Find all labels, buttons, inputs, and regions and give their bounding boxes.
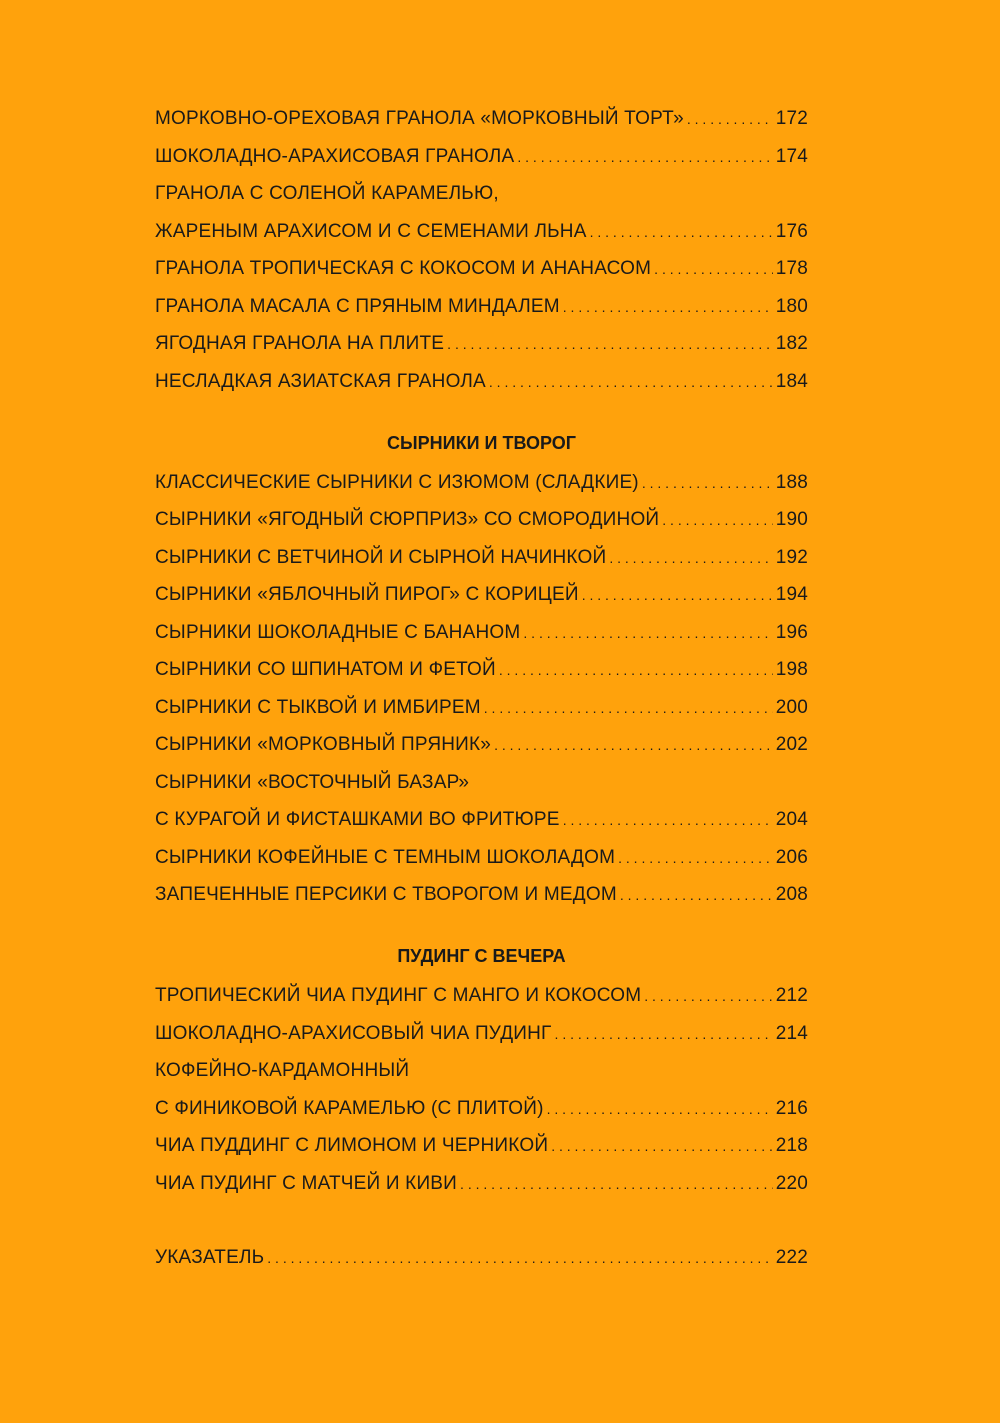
section-heading-syrniki: СЫРНИКИ И ТВОРОГ: [387, 432, 576, 453]
toc-entry-title: СЫРНИКИ КОФЕЙНЫЕ С ТЕМНЫМ ШОКОЛАДОМ: [155, 846, 616, 868]
toc-entry-title: ЗАПЕЧЕННЫЕ ПЕРСИКИ С ТВОРОГОМ И МЕДОМ: [155, 884, 617, 905]
toc-entry-page-number: 184: [775, 370, 808, 392]
table-of-contents: [155, 108, 808, 1285]
toc-entry-title: С ФИНИКОВОЙ КАРАМЕЛЬЮ (С ПЛИТОЙ): [155, 1097, 544, 1119]
toc-entry[interactable]: [155, 221, 808, 243]
toc-entry-title: СЫРНИКИ СО ШПИНАТОМ И ФЕТОЙ: [155, 659, 496, 680]
dot-leader: [551, 1135, 773, 1157]
dot-leader: [687, 108, 773, 130]
dot-leader: [609, 547, 772, 569]
toc-entry[interactable]: [155, 884, 808, 906]
toc-entry-title: УКАЗАТЕЛЬ: [155, 1247, 265, 1268]
toc-entry-page-number: 188: [775, 471, 808, 493]
toc-entry[interactable]: [155, 1247, 808, 1269]
toc-group-syrniki: [155, 472, 808, 907]
dot-leader: [489, 371, 773, 393]
toc-entry-title: ТРОПИЧЕСКИЙ ЧИА ПУДИНГ С МАНГО И КОКОСОМ: [155, 985, 642, 1006]
dot-leader: [267, 1247, 772, 1269]
dot-leader: [499, 659, 773, 681]
toc-entry-page-number: 214: [775, 1022, 808, 1044]
toc-entry-title: ГРАНОЛА МАСАЛА С ПРЯНЫМ МИНДАЛЕМ: [155, 295, 560, 317]
toc-entry[interactable]: [155, 547, 808, 569]
toc-entry-title-line1: ГРАНОЛА С СОЛЕНОЙ КАРАМЕЛЬЮ,: [155, 183, 499, 204]
toc-entry-two-line[interactable]: [155, 183, 808, 243]
spacer: [155, 1210, 808, 1247]
toc-entry-page-number: 196: [775, 621, 808, 643]
toc-entry-title: ЖАРЕНЫМ АРАХИСОМ И С СЕМЕНАМИ ЛЬНА: [155, 220, 587, 242]
toc-entry-page-number: 222: [775, 1247, 808, 1268]
dot-leader: [547, 1098, 773, 1120]
toc-entry[interactable]: [155, 734, 808, 756]
toc-entry-page-number: 194: [775, 584, 808, 605]
dot-leader: [484, 697, 773, 719]
toc-entry-title-line1: КОФЕЙНО-КАРДАМОННЫЙ: [155, 1060, 410, 1081]
toc-entry-title: С КУРАГОЙ И ФИСТАШКАМИ ВО ФРИТЮРЕ: [155, 809, 560, 830]
toc-entry-title: ЧИА ПУДДИНГ С ЛИМОНОМ И ЧЕРНИКОЙ: [155, 1135, 549, 1156]
toc-entry[interactable]: [155, 809, 808, 831]
toc-entry-title: СЫРНИКИ «ЯГОДНЫЙ СЮРПРИЗ» СО СМОРОДИНОЙ: [155, 509, 660, 530]
dot-leader: [590, 221, 773, 243]
toc-entry-title: СЫРНИКИ «ЯБЛОЧНЫЙ ПИРОГ» С КОРИЦЕЙ: [155, 584, 579, 605]
dot-leader: [523, 622, 772, 644]
dot-leader: [494, 734, 773, 756]
toc-group-granola: [155, 108, 808, 393]
dot-leader: [460, 1173, 773, 1195]
toc-entry-title: СЫРНИКИ С ВЕТЧИНОЙ И СЫРНОЙ НАЧИНКОЙ: [155, 546, 607, 568]
dot-leader: [555, 1023, 773, 1045]
toc-entry[interactable]: [155, 472, 808, 494]
toc-group-index: [155, 1247, 808, 1269]
toc-entry-title: КЛАССИЧЕСКИЕ СЫРНИКИ С ИЗЮМОМ (СЛАДКИЕ): [155, 471, 639, 493]
toc-entry-title: СЫРНИКИ «МОРКОВНЫЙ ПРЯНИК»: [155, 734, 492, 755]
toc-entry-page-number: 190: [775, 509, 808, 530]
toc-entry-title: ШОКОЛАДНО-АРАХИСОВАЯ ГРАНОЛА: [155, 145, 515, 167]
dot-leader: [563, 296, 773, 318]
dot-leader: [517, 146, 772, 168]
toc-entry-title: МОРКОВНО-ОРЕХОВАЯ ГРАНОЛА «МОРКОВНЫЙ ТОРТ»: [155, 108, 684, 129]
toc-entry[interactable]: [155, 1173, 808, 1195]
toc-entry[interactable]: [155, 847, 808, 869]
toc-group-pudding: [155, 985, 808, 1195]
toc-entry[interactable]: [155, 697, 808, 719]
dot-leader: [654, 258, 773, 280]
toc-entry-page-number: 192: [775, 546, 808, 568]
toc-entry-title: ГРАНОЛА ТРОПИЧЕСКАЯ С КОКОСОМ И АНАНАСОМ: [155, 258, 652, 279]
toc-entry-page-number: 180: [775, 295, 808, 317]
toc-entry[interactable]: [155, 509, 808, 531]
toc-entry[interactable]: [155, 622, 808, 644]
toc-entry[interactable]: [155, 108, 808, 130]
dot-leader: [563, 809, 773, 831]
toc-entry[interactable]: [155, 659, 808, 681]
toc-entry[interactable]: [155, 1023, 808, 1045]
toc-entry[interactable]: [155, 296, 808, 318]
dot-leader: [582, 584, 773, 606]
toc-entry-page-number: 216: [775, 1097, 808, 1119]
toc-entry-title: ЯГОДНАЯ ГРАНОЛА НА ПЛИТЕ: [155, 333, 445, 354]
toc-entry-page-number: 178: [775, 258, 808, 279]
toc-entry-title: ШОКОЛАДНО-АРАХИСОВЫЙ ЧИА ПУДИНГ: [155, 1022, 552, 1044]
toc-entry-page-number: 206: [775, 846, 808, 868]
toc-entry-page-number: 172: [775, 108, 808, 129]
dot-leader: [662, 509, 772, 531]
toc-entry-page-number: 182: [775, 333, 808, 354]
dot-leader: [618, 847, 773, 869]
toc-entry-page-number: 202: [775, 734, 808, 755]
toc-entry-page-number: 208: [775, 884, 808, 905]
dot-leader: [642, 472, 773, 494]
toc-entry-two-line[interactable]: [155, 1060, 808, 1120]
toc-entry[interactable]: [155, 985, 808, 1007]
toc-entry-page-number: 212: [775, 985, 808, 1006]
toc-entry[interactable]: [155, 1098, 808, 1120]
toc-entry[interactable]: [155, 146, 808, 168]
toc-entry-page-number: 200: [775, 696, 808, 718]
toc-entry-page-number: 174: [775, 145, 808, 167]
toc-entry-title: ЧИА ПУДИНГ С МАТЧЕЙ И КИВИ: [155, 1172, 458, 1194]
toc-entry-page-number: 198: [775, 659, 808, 680]
toc-entry[interactable]: [155, 584, 808, 606]
toc-entry-title: СЫРНИКИ ШОКОЛАДНЫЕ С БАНАНОМ: [155, 621, 521, 643]
toc-entry-title: НЕСЛАДКАЯ АЗИАТСКАЯ ГРАНОЛА: [155, 370, 486, 392]
toc-entry-page-number: 204: [775, 809, 808, 830]
toc-entry-title-line1: СЫРНИКИ «ВОСТОЧНЫЙ БАЗАР»: [155, 771, 470, 793]
toc-entry[interactable]: [155, 333, 808, 355]
toc-entry-title: СЫРНИКИ С ТЫКВОЙ И ИМБИРЕМ: [155, 696, 481, 718]
dot-leader: [447, 333, 773, 355]
toc-entry[interactable]: [155, 371, 808, 393]
toc-entry-two-line[interactable]: [155, 772, 808, 832]
dot-leader: [644, 985, 772, 1007]
toc-entry[interactable]: [155, 258, 808, 280]
toc-entry-page-number: 220: [775, 1172, 808, 1194]
toc-entry-page-number: 218: [775, 1135, 808, 1156]
toc-entry-page-number: 176: [775, 220, 808, 242]
section-heading-pudding: ПУДИНГ С ВЕЧЕРА: [397, 946, 566, 966]
toc-entry[interactable]: [155, 1135, 808, 1157]
dot-leader: [620, 884, 773, 906]
